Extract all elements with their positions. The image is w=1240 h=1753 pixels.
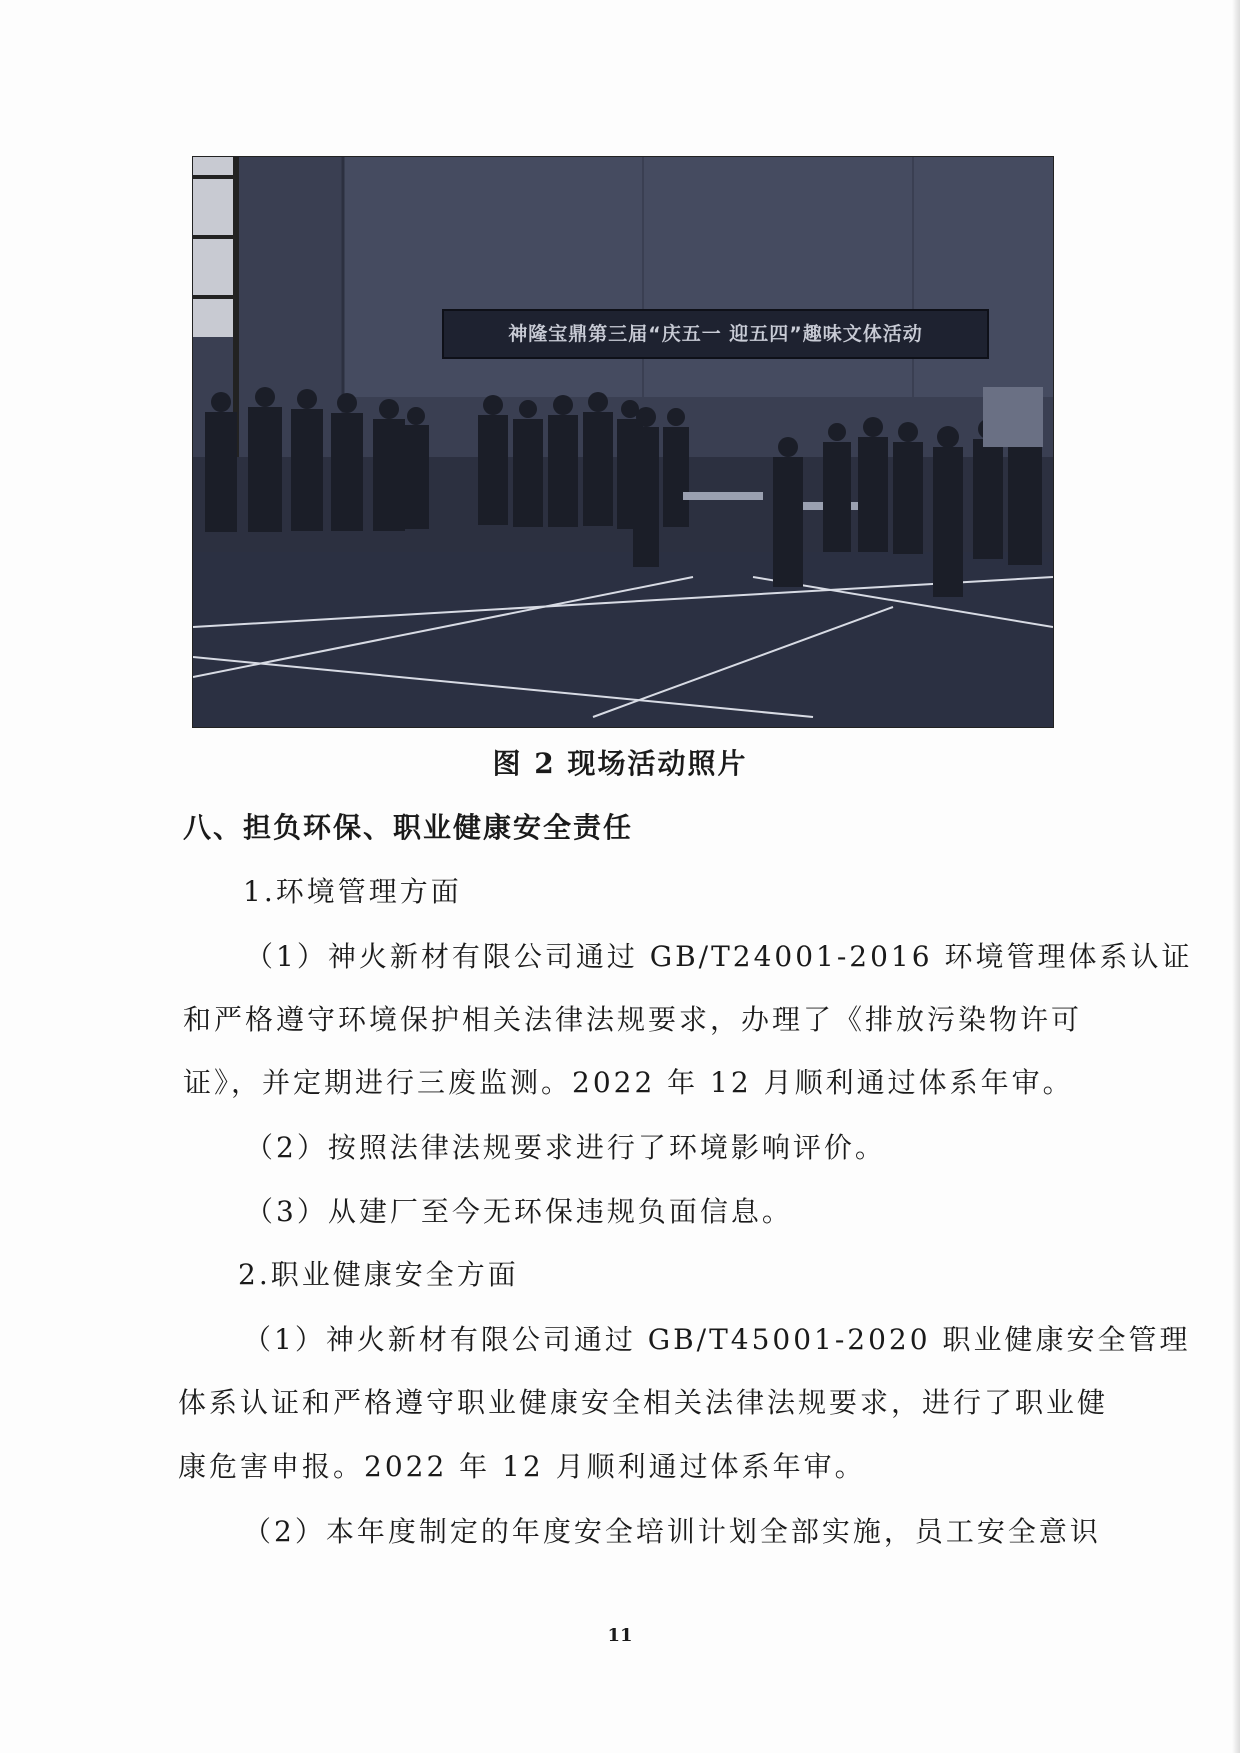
subheading-occupational-health: 2.职业健康安全方面 [238, 1258, 519, 1291]
paragraph-line: （2）按照法律法规要求进行了环境影响评价。 [245, 1131, 886, 1164]
subheading-environment: 1.环境管理方面 [243, 875, 462, 908]
activity-photo [192, 156, 1054, 728]
banner-text: 神隆宝鼎第三届“庆五一 迎五四”趣味文体活动 [508, 323, 923, 345]
paragraph-line: （1）神火新材有限公司通过 GB/T45001-2020 职业健康安全管理 [243, 1323, 1191, 1356]
paragraph-line: 和严格遵守环境保护相关法律法规要求，办理了《排放污染物许可 [183, 1003, 1083, 1036]
paragraph-line: 证》，并定期进行三废监测。2022 年 12 月顺利通过体系年审。 [183, 1066, 1074, 1099]
paragraph-line: （2）本年度制定的年度安全培训计划全部实施，员工安全意识 [243, 1515, 1101, 1548]
paragraph-line: （3）从建厂至今无环保违规负面信息。 [245, 1195, 793, 1228]
photo-illustration [193, 157, 1053, 727]
paragraph-line: 体系认证和严格遵守职业健康安全相关法律法规要求，进行了职业健 [178, 1386, 1109, 1419]
page-number: 11 [607, 1625, 633, 1646]
paragraph-line: （1）神火新材有限公司通过 GB/T24001-2016 环境管理体系认证 [245, 940, 1193, 973]
paragraph-line: 康危害申报。2022 年 12 月顺利通过体系年审。 [178, 1450, 866, 1483]
section-heading: 八、担负环保、职业健康安全责任 [183, 811, 634, 844]
figure-caption: 图 2 现场活动照片 [492, 747, 748, 780]
scan-edge [1232, 0, 1240, 1753]
